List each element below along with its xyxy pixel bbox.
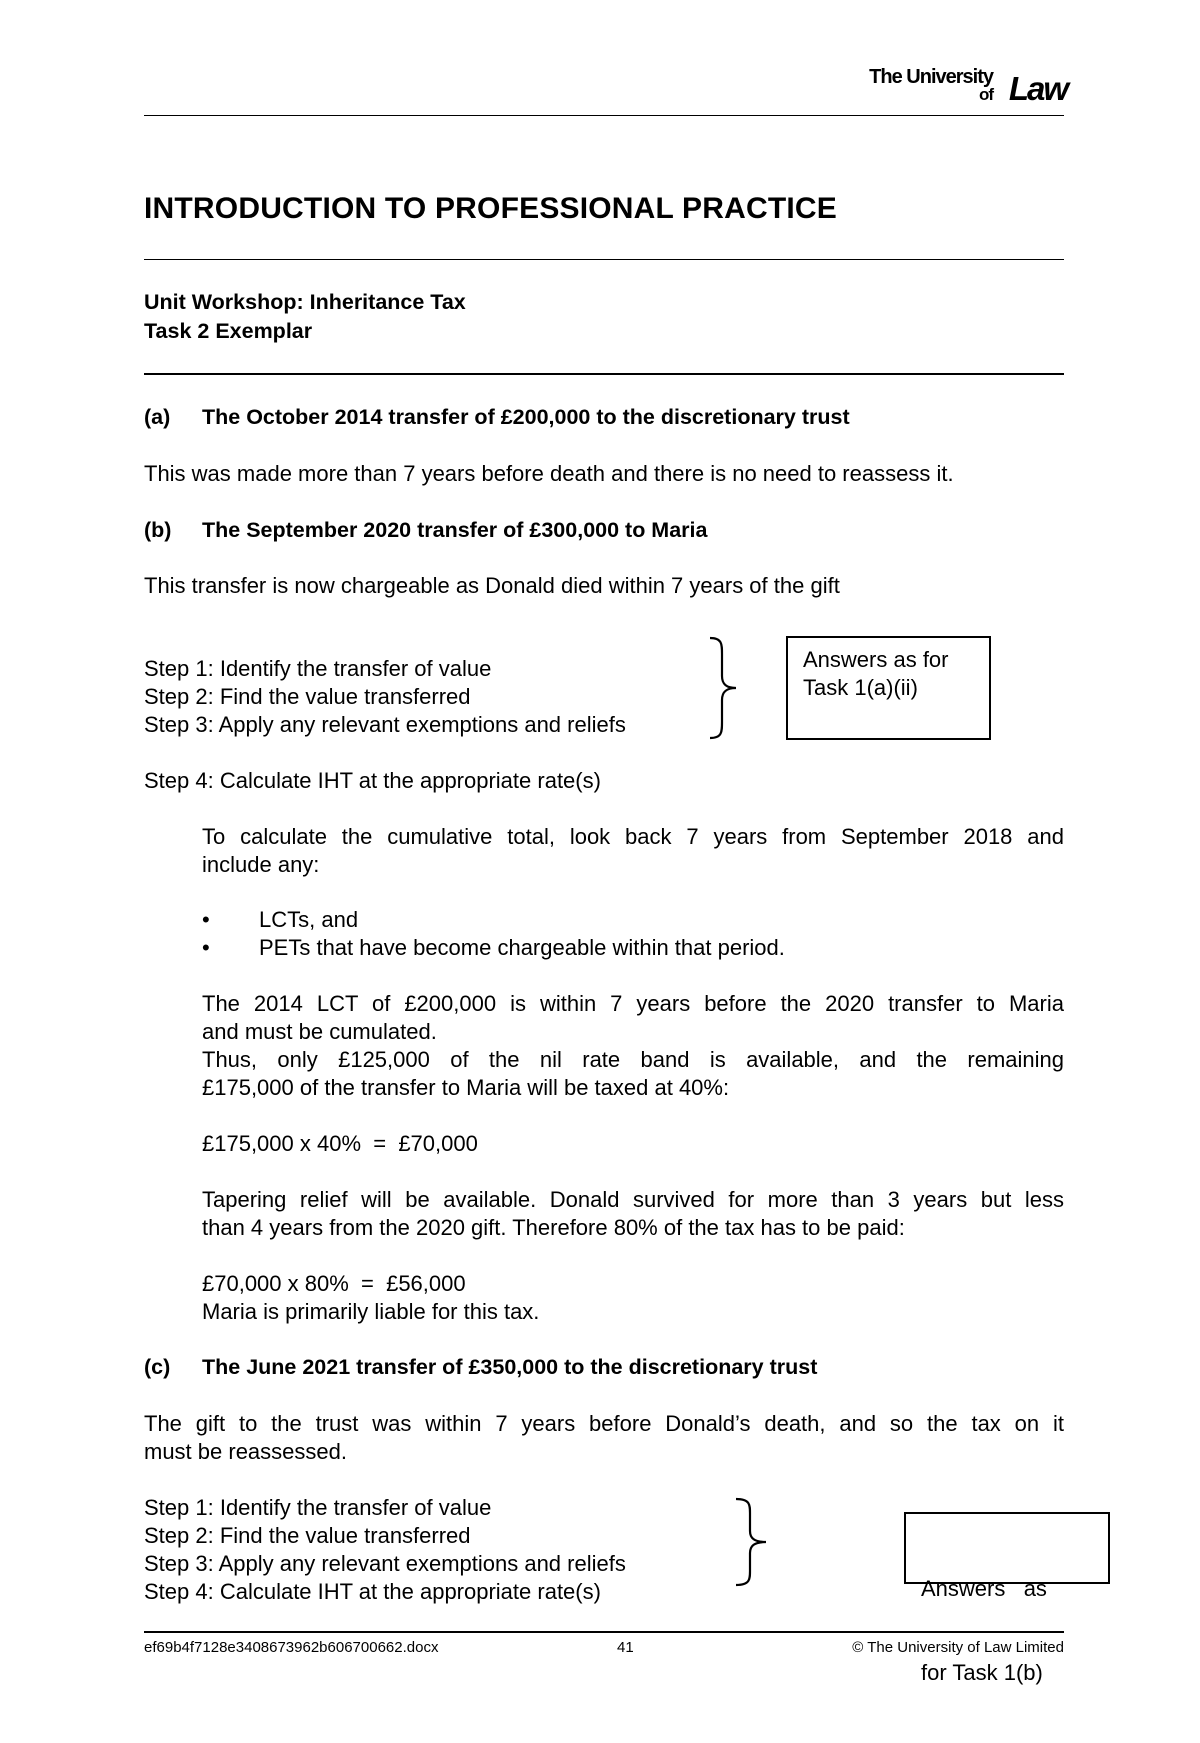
page-title: INTRODUCTION TO PROFESSIONAL PRACTICE — [144, 192, 837, 225]
section-c-intro-line2: must be reassessed. — [144, 1439, 347, 1464]
bullet-text: PETs that have become chargeable within that period. — [259, 935, 785, 960]
section-b-step4: Step 4: Calculate IHT at the appropriate rate(s) — [144, 768, 601, 793]
section-c-step4: Step 4: Calculate IHT at the appropriate rate(s) — [144, 1579, 601, 1604]
lct-paragraph — [202, 990, 1064, 1102]
logo-line2: of — [978, 85, 993, 104]
liability-text: Maria is primarily liable for this tax. — [202, 1299, 540, 1324]
section-b-label: (b) — [144, 518, 172, 542]
section-b-step2: Step 2: Find the value transferred — [144, 684, 471, 709]
calculation-40-percent: £175,000 x 40% = £70,000 — [202, 1131, 478, 1156]
taper-line2: than 4 years from the 2020 gift. Therefore 80% of the tax has to be paid: — [202, 1215, 905, 1240]
taper-line1: Tapering relief will be available. Donald survived for more than 3 years but less — [202, 1187, 1064, 1212]
brace-icon — [732, 1497, 776, 1587]
lct-line2: and must be cumulated. — [202, 1019, 437, 1044]
section-b-title: The September 2020 transfer of £300,000 to Maria — [202, 518, 708, 542]
subtitle-line1: Unit Workshop: Inheritance Tax — [144, 290, 466, 314]
bullet-symbol: • — [202, 907, 210, 932]
section-c-step3: Step 3: Apply any relevant exemptions and reliefs — [144, 1551, 626, 1576]
header-rule — [144, 115, 1064, 116]
footer-rule — [144, 1631, 1064, 1633]
section-a-title: The October 2014 transfer of £200,000 to the discretionary trust — [202, 405, 850, 429]
subtitle-line2: Task 2 Exemplar — [144, 319, 313, 343]
section-b-step1: Step 1: Identify the transfer of value — [144, 656, 492, 681]
section-c-label: (c) — [144, 1355, 171, 1379]
logo-line1: The University — [869, 66, 993, 88]
subtitle-rule — [144, 373, 1064, 375]
footer-filename: ef69b4f7128e3408673962b606700662.docx — [144, 1639, 439, 1656]
section-b-heading — [144, 518, 707, 543]
answers-box-c-line1: Answers as — [921, 1576, 1047, 1601]
taper-paragraph — [202, 1186, 1064, 1242]
cumulative-line1: To calculate the cumulative total, look back 7 years from September 2018 and — [202, 824, 1064, 849]
footer-page-number: 41 — [617, 1639, 634, 1656]
cumulative-line2: include any: — [202, 852, 320, 877]
title-rule — [144, 259, 1064, 260]
section-c-step1: Step 1: Identify the transfer of value — [144, 1495, 492, 1520]
footer-copyright: © The University of Law Limited — [852, 1639, 1064, 1656]
bullet-item — [202, 934, 785, 962]
bullet-item — [202, 906, 358, 934]
lct-line4: £175,000 of the transfer to Maria will be taxed at 40%: — [202, 1075, 730, 1100]
answers-box-c-line2: for Task 1(b) — [921, 1660, 1043, 1685]
section-b-step3: Step 3: Apply any relevant exemptions and reliefs — [144, 712, 626, 737]
bullet-symbol: • — [202, 935, 210, 960]
lct-line3: Thus, only £125,000 of the nil rate band is available, and the remaining — [202, 1047, 1064, 1072]
section-c-intro — [144, 1410, 1064, 1466]
bullet-text: LCTs, and — [259, 907, 359, 932]
section-a-heading — [144, 405, 850, 430]
section-c-step2: Step 2: Find the value transferred — [144, 1523, 471, 1548]
section-c-heading — [144, 1355, 817, 1380]
section-a-label: (a) — [144, 405, 171, 429]
answers-box-b-line2: Task 1(a)(ii) — [803, 675, 918, 700]
brace-icon — [706, 636, 746, 740]
answers-box-b-line1: Answers as for — [803, 647, 949, 672]
section-a-text: This was made more than 7 years before death and there is no need to reassess it. — [144, 461, 954, 486]
university-logo — [847, 66, 1067, 108]
calculation-80-percent: £70,000 x 80% = £56,000 — [202, 1271, 466, 1296]
logo-line3: Law — [1008, 70, 1067, 107]
section-c-intro-line1: The gift to the trust was within 7 years before Donald’s death, and so the tax on it — [144, 1411, 1064, 1436]
lct-line1: The 2014 LCT of £200,000 is within 7 years before the 2020 transfer to Maria — [202, 991, 1064, 1016]
section-b-intro: This transfer is now chargeable as Donald died within 7 years of the gift — [144, 573, 840, 598]
section-c-title: The June 2021 transfer of £350,000 to the discretionary trust — [202, 1355, 818, 1379]
cumulative-paragraph — [202, 823, 1064, 879]
answers-box-b — [786, 636, 991, 740]
